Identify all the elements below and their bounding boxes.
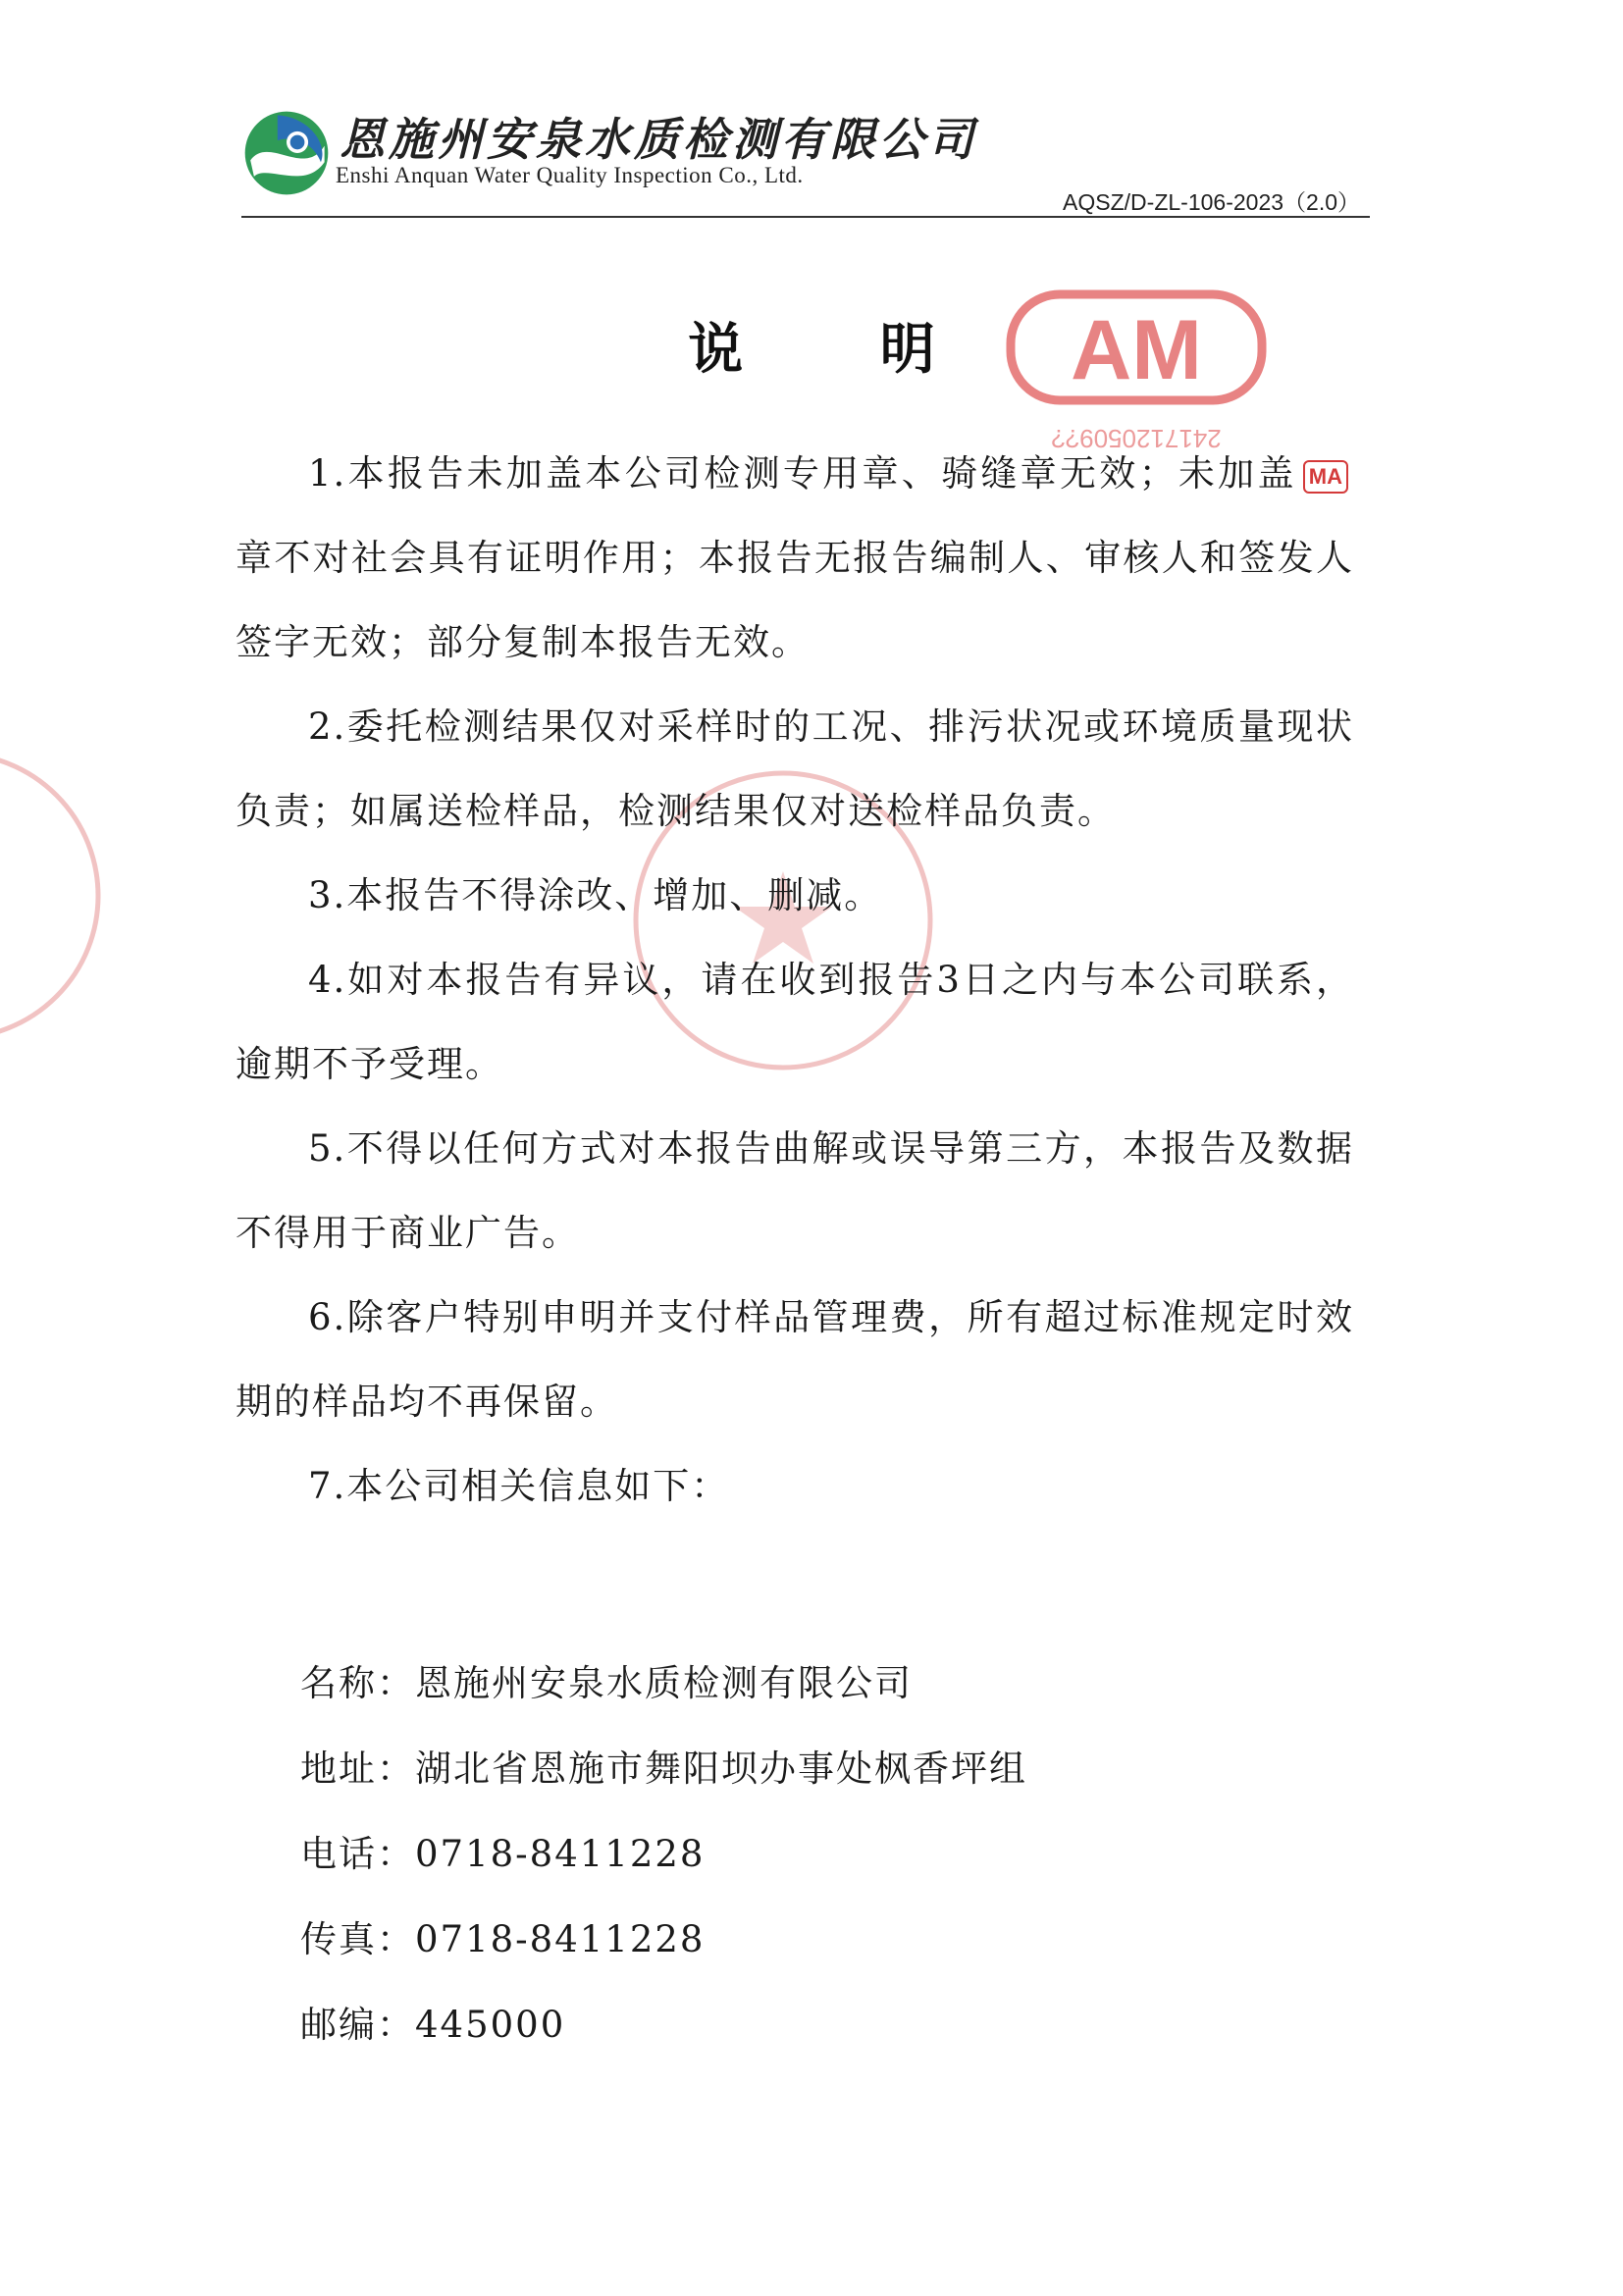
company-info [300, 1641, 1027, 2067]
info-row-phone [300, 1811, 1027, 1897]
company-logo-icon [241, 108, 332, 198]
statement-body [236, 432, 1354, 1529]
statement-item-2: 2.委托检测结果仅对采样时的工况、排污状况或环境质量现状负责；如属送检样品，检测结果仅对送检样品负责。 [236, 705, 1354, 832]
page-title: 说 明 [688, 318, 994, 382]
info-label-fax: 传真： [300, 1918, 415, 1960]
info-row-postcode [300, 1982, 1027, 2067]
info-row-name [300, 1641, 1027, 1726]
cma-seal-number: 2417120509?? [1051, 424, 1222, 453]
info-value-phone: 0718-8411228 [415, 1833, 706, 1875]
info-value-postcode: 445000 [415, 2004, 566, 2046]
info-label-postcode: 邮编： [300, 2004, 415, 2046]
document-code: AQSZ/D-ZL-106-2023（2.0） [1063, 189, 1360, 215]
info-row-address [300, 1726, 1027, 1811]
info-value-fax: 0718-8411228 [415, 1918, 706, 1960]
info-label-phone: 电话： [300, 1833, 415, 1875]
header-divider [241, 216, 1370, 218]
partial-seal-left [0, 744, 108, 1048]
statement-item-3: 3.本报告不得涂改、增加、删减。 [308, 874, 883, 916]
statement-item-1-text-b: 章不对社会具有证明作用；本报告无报告编制人、审核人和签发人签字无效；部分复制本报告无效。 [236, 537, 1354, 663]
statement-item-1-text-a: 1.本报告未加盖本公司检测专用章、骑缝章无效；未加盖 [308, 452, 1297, 495]
info-label-address: 地址： [300, 1748, 415, 1790]
company-name-en: Enshi Anquan Water Quality Inspection Co., Ltd. [336, 163, 804, 187]
statement-item-5: 5.不得以任何方式对本报告曲解或误导第三方，本报告及数据不得用于商业广告。 [236, 1127, 1354, 1254]
document-header [241, 98, 1370, 226]
info-label-name: 名称： [300, 1662, 415, 1704]
info-row-fax [300, 1897, 1027, 1982]
cma-seal-text: AM [1071, 303, 1202, 397]
info-value-name: 恩施州安泉水质检测有限公司 [415, 1662, 913, 1704]
company-name-cn: 恩施州安泉水质检测有限公司 [340, 113, 977, 166]
statement-item-6: 6.除客户特别申明并支付样品管理费，所有超过标准规定时效期的样品均不再保留。 [236, 1296, 1354, 1423]
statement-item-1 [236, 432, 1354, 685]
ma-mark-icon: MA [1303, 460, 1348, 494]
statement-item-7: 7.本公司相关信息如下： [308, 1465, 730, 1507]
info-value-address: 湖北省恩施市舞阳坝办事处枫香坪组 [415, 1748, 1027, 1790]
statement-item-4: 4.如对本报告有异议，请在收到报告3日之内与本公司联系，逾期不予受理。 [236, 959, 1354, 1085]
